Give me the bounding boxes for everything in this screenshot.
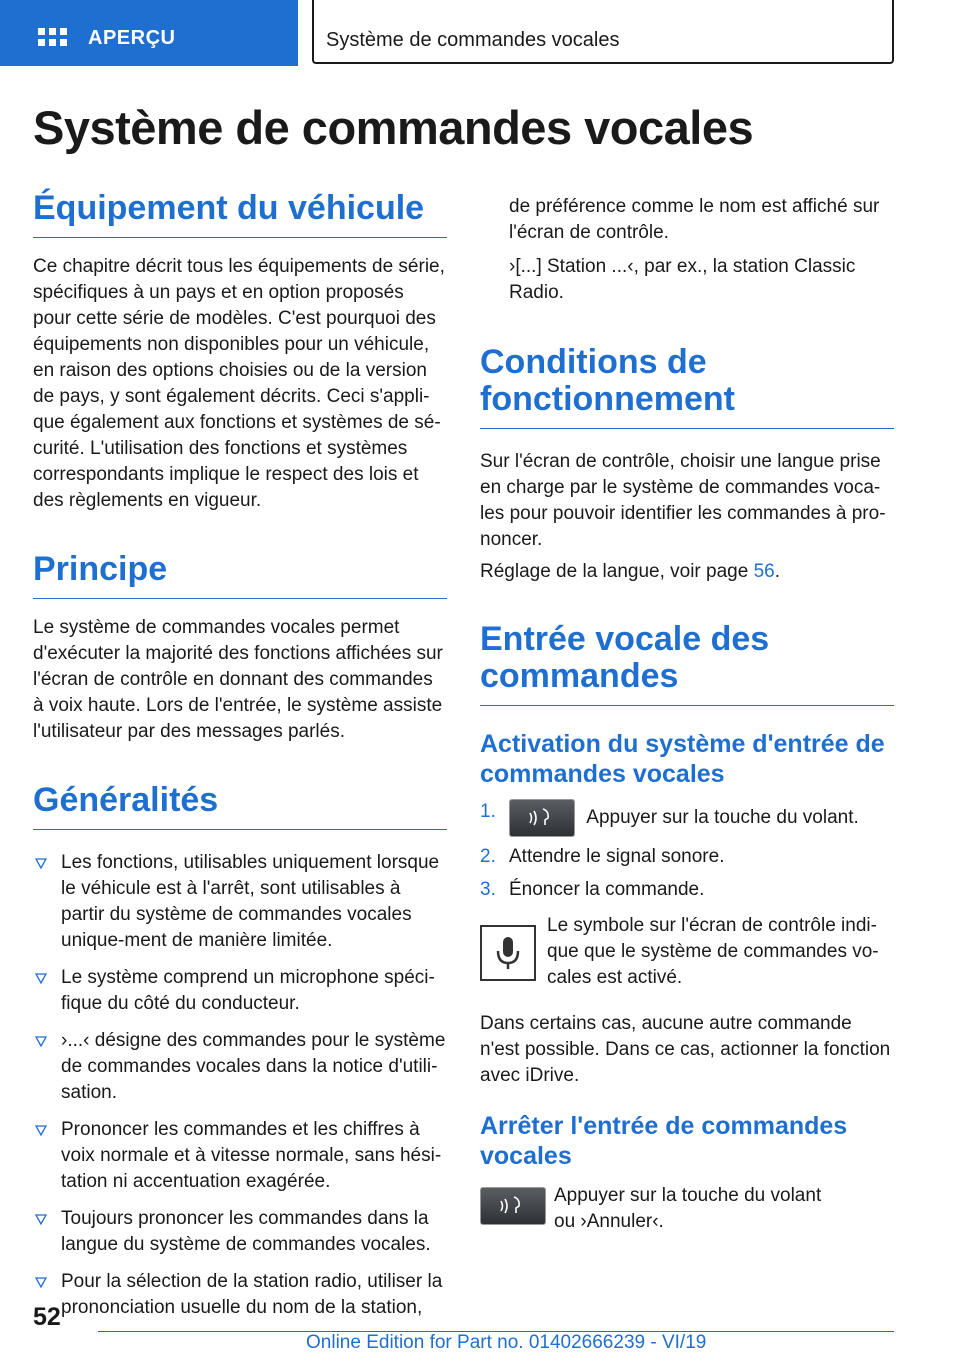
list-item: [33, 965, 447, 1017]
page-link[interactable]: 56: [753, 561, 775, 582]
list-item: [480, 799, 894, 837]
list-item: [33, 1028, 447, 1106]
bullet-text: Toujours prononcer les commandes dans la langue du système de commandes vocales.: [61, 1208, 431, 1255]
general-bullet-list: [33, 850, 447, 1321]
overview-tab-label: APERÇU: [88, 27, 176, 49]
list-item: [33, 1206, 447, 1258]
language-setting-text: [480, 559, 894, 585]
voice-button-icon: [480, 1187, 546, 1225]
list-item: [33, 1269, 447, 1321]
page-number: 52: [33, 1303, 61, 1331]
bullet-continuation-text: de préférence comme le nom est affiché sur l'écran de contrôle.: [509, 196, 880, 243]
section-title-tab[interactable]: [312, 0, 894, 64]
left-column: [33, 190, 447, 1332]
bullet-text: Les fonctions, utilisables uniquement lorsque le véhicule est à l'arrêt, sont utilisables à partir du système de commandes vocales unique-ment de manière limitée.: [61, 852, 440, 951]
step-number: 2.: [480, 846, 496, 867]
triangle-bullet-icon: [35, 1214, 47, 1225]
microphone-note: [480, 913, 894, 995]
top-navigation-bar: [0, 0, 960, 66]
microphone-icon: [480, 925, 536, 981]
voice-button-icon: [509, 799, 575, 837]
language-setting-prefix: Réglage de la langue, voir page: [480, 561, 754, 582]
step-number: 1.: [480, 801, 496, 822]
language-setting-suffix: .: [774, 561, 781, 582]
stop-entry-row: [480, 1183, 894, 1243]
operating-conditions-text: Sur l'écran de contrôle, choisir une langue prise en charge par le système de commandes voca-les pour pouvoir identifier les commandes à pro-noncer.: [480, 451, 886, 550]
bullet-text: Prononcer les commandes et les chiffres à voix normale et à vitesse normale, sans hési-tation ni accentuation exagérée.: [61, 1119, 442, 1192]
section-title-label: Système de commandes vocales: [326, 29, 620, 51]
step-number: 3.: [480, 879, 496, 900]
list-item: [480, 877, 894, 903]
principle-text: Le système de commandes vocales permet d'exécuter la majorité des fonctions affichées sur l'écran de contrôle en donnant des commandes à voix haute. Lors de l'entrée, le système assiste l'utilisateur par des messages parlés.: [33, 617, 443, 742]
grid-icon: [38, 28, 68, 52]
heading-voice-entry: Entrée vocale des commandes: [480, 621, 894, 706]
heading-principle: Principe: [33, 551, 447, 599]
heading-general: Généralités: [33, 782, 447, 830]
note-text: Dans certains cas, aucune autre commande n'est possible. Dans ce cas, actionner la fonction avec iDrive.: [480, 1013, 891, 1086]
heading-operating-conditions: Conditions de fonctionnement: [480, 344, 894, 429]
bullet-text: Le système comprend un microphone spéci-fique du côté du conducteur.: [61, 967, 435, 1014]
heading-vehicle-equipment: Équipement du véhicule: [33, 190, 447, 238]
bullet-text: ›...‹ désigne des commandes pour le système de commandes vocales dans la notice d'utili-sation.: [61, 1030, 446, 1103]
triangle-bullet-icon: [35, 1125, 47, 1136]
list-item: [33, 1117, 447, 1195]
triangle-bullet-icon: [35, 973, 47, 984]
stop-entry-text: Appuyer sur la touche du volant ou ›Annuler‹.: [554, 1185, 822, 1232]
microphone-note-text: Le symbole sur l'écran de contrôle indi-que que le système de commandes vo-cales est activé.: [547, 915, 879, 988]
heading-stop-entry: Arrêter l'entrée de commandes vocales: [480, 1112, 848, 1170]
step-text: Attendre le signal sonore.: [509, 846, 725, 867]
activation-steps: [480, 799, 894, 903]
example-text: ›[...] Station ...‹, par ex., la station Classic Radio.: [509, 256, 856, 303]
step-text: Énoncer la commande.: [509, 879, 705, 900]
vehicle-equipment-text: Ce chapitre décrit tous les équipements de série, spécifiques à un pays et en option proposés pour cette série de modèles. C'est pourquoi des équipements non disponibles pour un véhicule, en raison des options choisies ou de la version de pays, y sont également décrits. Ceci s'appli-que également aux fonctions et systèmes de sé-curité. L'utilisation des fonctions et systèmes correspondants implique le respect des lois et des règlements en vigueur.: [33, 256, 445, 511]
triangle-bullet-icon: [35, 858, 47, 869]
triangle-bullet-icon: [35, 1036, 47, 1047]
bullet-text: Pour la sélection de la station radio, utiliser la prononciation usuelle du nom de la station,: [61, 1271, 443, 1318]
step-text: Appuyer sur la touche du volant.: [586, 807, 859, 829]
footer-edition: Online Edition for Part no. 01402666239 - VI/19: [306, 1332, 707, 1353]
page-title: Système de commandes vocales: [33, 101, 754, 154]
list-item: [480, 844, 894, 870]
triangle-bullet-icon: [35, 1277, 47, 1288]
heading-activation: Activation du système d'entrée de commandes vocales: [480, 730, 885, 788]
right-column: [480, 194, 894, 1243]
list-item: [33, 850, 447, 954]
overview-tab[interactable]: [0, 0, 298, 66]
